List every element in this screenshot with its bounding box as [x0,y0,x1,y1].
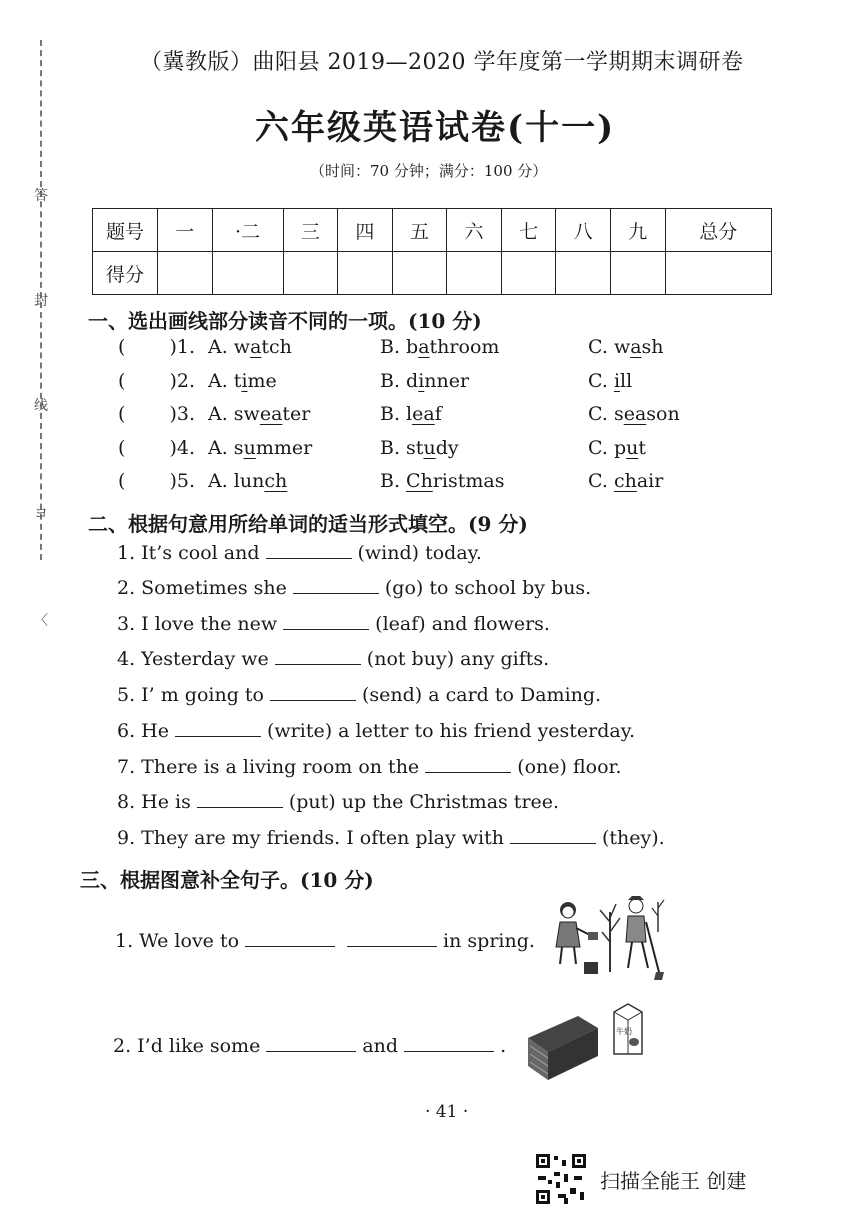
question-number[interactable] [118,403,195,425]
sentence-text: 1. It’s cool and [117,542,260,564]
option-c [588,437,646,459]
score-table [92,208,772,295]
option-b [380,370,469,392]
section-1-title: 一、选出画线部分读音不同的一项。(10 分) [88,309,482,333]
answer-blank[interactable] [347,928,437,947]
option-text: ter [282,403,311,425]
score-cell[interactable] [665,252,771,295]
fill-blank-item [117,718,635,742]
option-text: f [434,403,442,425]
kids-planting-trees-illustration [548,892,668,982]
option-text: me [247,370,277,392]
option-c [588,336,664,358]
underlined-letters: a [418,336,430,358]
underlined-letters: ea [412,403,435,425]
column-header: 三 [283,209,338,252]
fill-blank-item [117,611,550,635]
option-b [380,470,504,492]
option-text: son [646,403,680,425]
qr-code-icon [534,1152,588,1206]
column-header: 五 [392,209,447,252]
binding-margin-char: ヨ [34,506,48,522]
option-text: mmer [255,437,313,459]
option-c [588,403,680,425]
option-text: t [638,437,646,459]
row-label-question-number: 题号 [93,209,158,252]
underlined-letters: i [241,370,248,392]
score-cell[interactable] [158,252,213,295]
option-b [380,403,442,425]
sentence-text: (not buy) any gifts. [366,648,550,670]
sentence-text: 5. I’ m going to [117,684,264,706]
option-a [208,437,312,459]
answer-parentheses: ( )2. [118,370,195,392]
sentence-text: 6. He [117,720,169,742]
question-number-row [93,209,772,252]
underlined-letters: u [243,437,256,459]
answer-parentheses: ( )3. [118,403,195,425]
option-text: tch [261,336,292,358]
row-label-score: 得分 [93,252,158,295]
binding-margin-char: 封 [34,293,48,309]
sentence-text: 2. I’d like some [113,1035,261,1057]
section-2-title: 二、根据句意用所给单词的适当形式填空。(9 分) [88,512,528,536]
option-text: C. w [588,336,631,358]
answer-blank[interactable] [245,928,335,947]
option-text: sh [641,336,664,358]
sentence-text: 4. Yesterday we [117,648,269,670]
fill-blank-item [117,682,601,706]
option-text: A. sw [208,403,260,425]
option-c [588,470,663,492]
sentence-text: 3. I love the new [117,613,278,635]
underlined-letters: ea [259,403,283,425]
answer-blank[interactable] [293,575,379,594]
option-text: C. s [588,403,624,425]
sentence-text: (wind) today. [357,542,482,564]
exam-series-line: （冀教版）曲阳县 2019—2020 学年度第一学期期末调研卷 [140,50,744,75]
score-cell[interactable] [447,252,502,295]
underlined-letters: u [626,437,639,459]
score-cell[interactable] [501,252,556,295]
sentence-text: (go) to school by bus. [384,577,592,599]
underlined-letters: u [423,437,436,459]
score-cell[interactable] [392,252,447,295]
underlined-letters: ch [264,470,288,492]
column-header: 九 [610,209,665,252]
column-header: 总分 [665,209,771,252]
column-header: 四 [338,209,393,252]
option-text: ristmas [432,470,505,492]
binding-margin-char: 答 [34,188,48,204]
sentence-text: 9. They are my friends. I often play with [117,827,504,849]
question-number[interactable] [118,437,195,459]
question-number[interactable] [118,370,195,392]
option-text: dy [435,437,459,459]
underlined-letters: ea [623,403,647,425]
sentence-text: and [362,1035,399,1057]
score-cell[interactable] [212,252,283,295]
question-number[interactable] [118,470,195,492]
page-number: · 41 · [425,1102,469,1122]
picture-sentence-1 [115,928,535,952]
column-header: 八 [556,209,611,252]
underlined-letters: Ch [406,470,433,492]
option-a [208,370,277,392]
option-text: air [636,470,664,492]
answer-blank[interactable] [266,540,352,559]
binding-margin-char: 〈 [34,613,48,629]
score-cell[interactable] [283,252,338,295]
sentence-text: (leaf) and flowers. [375,613,550,635]
sentence-text: (one) floor. [517,756,622,778]
option-text: B. [380,470,407,492]
column-header: ·二 [212,209,283,252]
answer-blank[interactable] [270,682,356,701]
sentence-text: 2. Sometimes she [117,577,287,599]
column-header: 一 [158,209,213,252]
option-c [588,370,632,392]
sentence-text: in spring. [443,930,535,952]
answer-blank[interactable] [283,611,369,630]
section-3-title: 三、根据图意补全句子。(10 分) [80,868,374,892]
option-text: B. b [380,336,419,358]
answer-parentheses: ( )5. [118,470,195,492]
fill-blank-item [117,646,549,670]
binding-margin-char: 线 [34,398,48,414]
option-text: C. [588,470,614,492]
answer-parentheses: ( )1. [118,336,195,358]
answer-blank[interactable] [266,1033,356,1052]
option-a [208,336,292,358]
answer-blank[interactable] [197,789,283,808]
sentence-text: 7. There is a living room on the [117,756,420,778]
question-number[interactable] [118,336,195,358]
sentence-text: (put) up the Christmas tree. [288,791,560,813]
column-header: 七 [501,209,556,252]
option-text: B. d [380,370,419,392]
underlined-letters: a [630,336,642,358]
option-text: nner [424,370,470,392]
option-a [208,403,310,425]
milk-carton-label: 牛奶 [616,1027,632,1036]
answer-parentheses: ( )4. [118,437,195,459]
underlined-letters: i [418,370,425,392]
underlined-letters: i [613,370,621,392]
fill-blank-item [117,575,591,599]
answer-blank[interactable] [275,646,361,665]
picture-sentence-2 [113,1033,506,1057]
fill-blank-item [117,825,665,849]
option-text: A. s [208,437,244,459]
sentence-text: (they). [601,827,665,849]
answer-blank[interactable] [404,1033,494,1052]
option-text: A. lun [208,470,265,492]
option-b [380,336,499,358]
option-text: B. st [380,437,424,459]
column-header: 六 [447,209,502,252]
answer-blank[interactable] [175,718,261,737]
fill-blank-item [117,754,622,778]
sentence-text: . [500,1035,507,1057]
scanner-watermark: 扫描全能王 创建 [600,1169,747,1193]
option-a [208,470,287,492]
time-score-note: （时间：70 分钟；满分：100 分） [310,162,548,180]
underlined-letters: ch [613,470,637,492]
option-text: A. t [208,370,242,392]
answer-blank[interactable] [510,825,596,844]
option-text: C. [588,370,614,392]
fill-blank-item [117,789,559,813]
score-cell[interactable] [338,252,393,295]
sentence-text: (write) a letter to his friend yesterday. [266,720,635,742]
option-b [380,437,459,459]
option-text: A. w [208,336,251,358]
option-text: ll [620,370,633,392]
page-title: 六年级英语试卷(十一) [255,108,616,148]
score-row [93,252,772,295]
fill-blank-item [117,540,482,564]
score-cell[interactable] [610,252,665,295]
option-text: throom [429,336,500,358]
score-cell[interactable] [556,252,611,295]
sentence-text: 8. He is [117,791,191,813]
bread-and-milk-illustration [522,998,652,1084]
sentence-text: 1. We love to [115,930,240,952]
sentence-text: (send) a card to Daming. [362,684,602,706]
option-text: C. p [588,437,627,459]
option-text: B. l [380,403,413,425]
underlined-letters: a [250,336,262,358]
answer-blank[interactable] [425,754,511,773]
